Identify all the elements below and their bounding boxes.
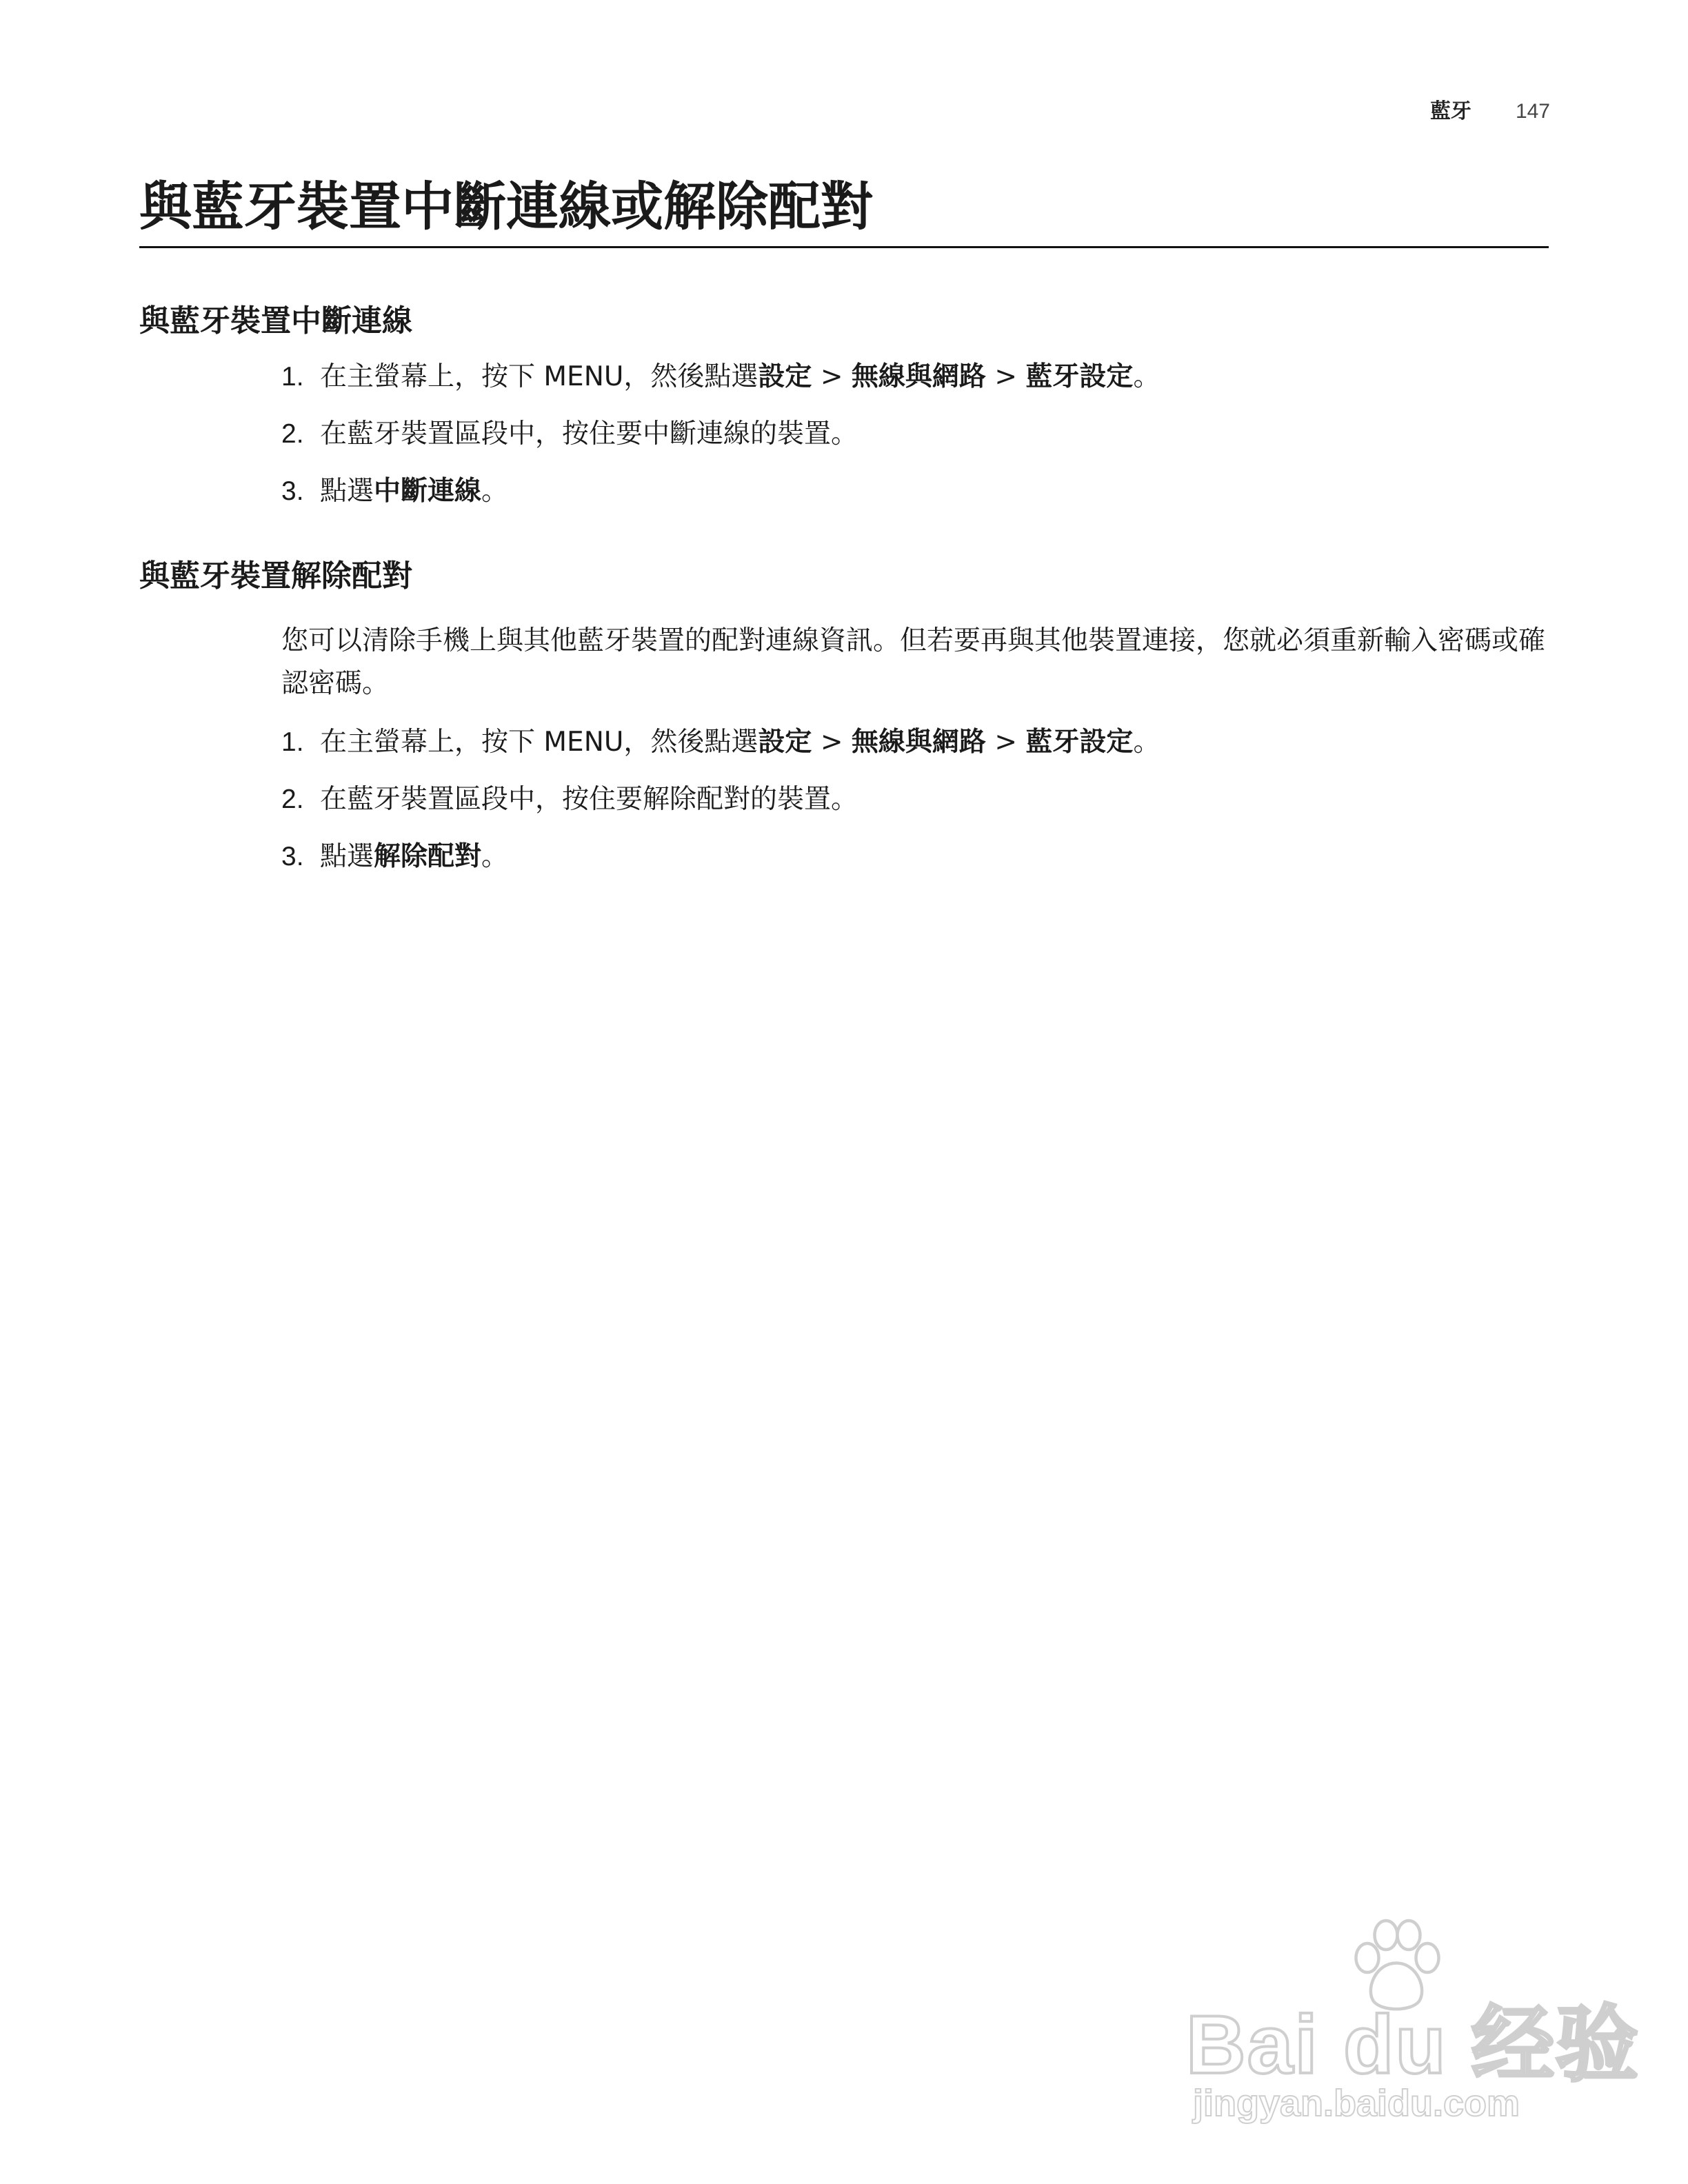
- section-unpair: [139, 558, 1549, 895]
- step-text: 在主螢幕上，按下 MENU，然後點選設定 > 無線與網路 > 藍牙設定。: [320, 726, 1160, 758]
- step-text: 在藍牙裝置區段中，按住要中斷連線的裝置。: [320, 418, 858, 449]
- section-heading: 與藍牙裝置解除配對: [139, 558, 412, 594]
- watermark-url: jingyan.baidu.com: [1193, 2083, 1520, 2124]
- header-section-name: 藍牙: [1429, 99, 1471, 123]
- running-header: [1430, 94, 1550, 124]
- list-item: [281, 723, 1549, 762]
- step-text: 點選解除配對。: [320, 840, 509, 872]
- step-number: 3.: [281, 476, 304, 506]
- list-item: [281, 415, 1549, 454]
- list-item: [281, 780, 1549, 819]
- list-item: [281, 358, 1549, 396]
- step-text: 點選中斷連線。: [320, 475, 509, 507]
- step-number: 3.: [281, 841, 304, 871]
- step-number: 2.: [281, 418, 304, 449]
- steps-list: [281, 358, 1549, 511]
- step-text: 在藍牙裝置區段中，按住要解除配對的裝置。: [320, 783, 858, 815]
- step-number: 1.: [281, 361, 304, 392]
- watermark-brand: Bai du 经验: [1186, 1999, 1640, 2091]
- section-heading: 與藍牙裝置中斷連線: [139, 303, 412, 338]
- step-number: 2.: [281, 784, 304, 814]
- page-number: 147: [1515, 100, 1550, 123]
- list-item: [281, 838, 1549, 876]
- page-title: 與藍牙裝置中斷連線或解除配對: [139, 176, 1549, 248]
- watermark: [1186, 1917, 1640, 2124]
- section-disconnect: [139, 303, 1549, 529]
- step-text: 在主螢幕上，按下 MENU，然後點選設定 > 無線與網路 > 藍牙設定。: [320, 361, 1160, 392]
- step-number: 1.: [281, 727, 304, 757]
- list-item: [281, 472, 1549, 511]
- section-intro: 您可以清除手機上與其他藍牙裝置的配對連線資訊。但若要再與其他裝置連接，您就必須重新輸入密碼或確認密碼。: [281, 625, 1546, 699]
- steps-list: [281, 723, 1549, 876]
